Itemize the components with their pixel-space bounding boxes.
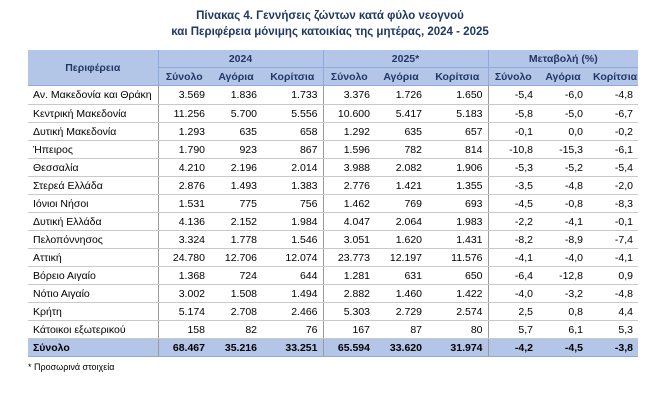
- value-cell: 1.422: [427, 285, 488, 303]
- value-cell: -4,5: [488, 195, 538, 213]
- value-cell: 2.082: [375, 159, 427, 177]
- value-cell: 1.790: [158, 141, 210, 159]
- region-cell: Δυτική Μακεδονία: [28, 123, 158, 141]
- value-cell: 0,8: [538, 303, 588, 321]
- value-cell: 631: [375, 267, 427, 285]
- value-cell: 4.136: [158, 213, 210, 231]
- value-cell: 693: [427, 195, 488, 213]
- value-cell: 10.600: [323, 105, 375, 123]
- value-cell: 1.726: [375, 86, 427, 105]
- value-cell: -5,4: [588, 159, 638, 177]
- total-row: [28, 339, 638, 357]
- births-table: [28, 50, 638, 357]
- value-cell: 82: [210, 321, 262, 339]
- value-cell: 1.383: [262, 177, 323, 195]
- value-cell: 31.974: [427, 339, 488, 357]
- value-cell: 867: [262, 141, 323, 159]
- value-cell: 1.596: [323, 141, 375, 159]
- value-cell: 1.431: [427, 231, 488, 249]
- sub-header: Αγόρια: [375, 68, 427, 86]
- value-cell: -3,8: [588, 339, 638, 357]
- table-row: [28, 141, 638, 159]
- value-cell: -5,3: [488, 159, 538, 177]
- value-cell: -2,2: [488, 213, 538, 231]
- value-cell: 11.256: [158, 105, 210, 123]
- value-cell: 1.650: [427, 86, 488, 105]
- value-cell: 65.594: [323, 339, 375, 357]
- value-cell: 87: [375, 321, 427, 339]
- value-cell: 1.508: [210, 285, 262, 303]
- value-cell: 3.569: [158, 86, 210, 105]
- value-cell: 2.014: [262, 159, 323, 177]
- value-cell: 2.882: [323, 285, 375, 303]
- value-cell: 5.183: [427, 105, 488, 123]
- value-cell: 4,4: [588, 303, 638, 321]
- value-cell: -0,2: [588, 123, 638, 141]
- value-cell: 76: [262, 321, 323, 339]
- header-group-row: [28, 50, 638, 68]
- region-cell: Κάτοικοι εξωτερικού: [28, 321, 158, 339]
- value-cell: 5,7: [488, 321, 538, 339]
- table-row: [28, 285, 638, 303]
- region-cell: Αττική: [28, 249, 158, 267]
- value-cell: 1.494: [262, 285, 323, 303]
- value-cell: 769: [375, 195, 427, 213]
- value-cell: 1.293: [158, 123, 210, 141]
- value-cell: 3.051: [323, 231, 375, 249]
- region-cell: Κρήτη: [28, 303, 158, 321]
- value-cell: 12.706: [210, 249, 262, 267]
- value-cell: 2.876: [158, 177, 210, 195]
- value-cell: -5,0: [538, 105, 588, 123]
- value-cell: 0,0: [538, 123, 588, 141]
- value-cell: -8,3: [588, 195, 638, 213]
- value-cell: 6,1: [538, 321, 588, 339]
- value-cell: -8,2: [488, 231, 538, 249]
- value-cell: 2.729: [375, 303, 427, 321]
- region-cell: Δυτική Ελλάδα: [28, 213, 158, 231]
- value-cell: 1.281: [323, 267, 375, 285]
- table-title: [0, 8, 660, 40]
- value-cell: -4,0: [488, 285, 538, 303]
- group-header-change: Μεταβολή (%): [488, 50, 638, 68]
- value-cell: 3.324: [158, 231, 210, 249]
- value-cell: 3.376: [323, 86, 375, 105]
- value-cell: -3,5: [488, 177, 538, 195]
- sub-header: Αγόρια: [210, 68, 262, 86]
- value-cell: -3,2: [538, 285, 588, 303]
- region-cell: Αν. Μακεδονία και Θράκη: [28, 86, 158, 105]
- value-cell: -15,3: [538, 141, 588, 159]
- sub-header: Κορίτσια: [427, 68, 488, 86]
- value-cell: 5.417: [375, 105, 427, 123]
- value-cell: 24.780: [158, 249, 210, 267]
- table-row: [28, 86, 638, 105]
- region-cell: Κεντρική Μακεδονία: [28, 105, 158, 123]
- value-cell: 2.064: [375, 213, 427, 231]
- value-cell: 2.708: [210, 303, 262, 321]
- value-cell: 5.700: [210, 105, 262, 123]
- value-cell: 782: [375, 141, 427, 159]
- value-cell: 1.546: [262, 231, 323, 249]
- value-cell: -4,8: [588, 285, 638, 303]
- value-cell: -4,1: [588, 249, 638, 267]
- value-cell: 1.836: [210, 86, 262, 105]
- value-cell: 68.467: [158, 339, 210, 357]
- region-cell: Βόρειο Αιγαίο: [28, 267, 158, 285]
- value-cell: -8,9: [538, 231, 588, 249]
- footnote: * Προσωρινά στοιχεία: [28, 362, 115, 372]
- sub-header: Σύνολο: [488, 68, 538, 86]
- value-cell: 5.303: [323, 303, 375, 321]
- table-row: [28, 231, 638, 249]
- value-cell: -7,4: [588, 231, 638, 249]
- table-row: [28, 177, 638, 195]
- value-cell: 2,5: [488, 303, 538, 321]
- value-cell: -4,5: [538, 339, 588, 357]
- value-cell: 33.620: [375, 339, 427, 357]
- value-cell: 1.292: [323, 123, 375, 141]
- table-row: [28, 249, 638, 267]
- sub-header: Σύνολο: [158, 68, 210, 86]
- region-cell: Ήπειρος: [28, 141, 158, 159]
- value-cell: -4,0: [538, 249, 588, 267]
- value-cell: 80: [427, 321, 488, 339]
- region-cell: Νότιο Αιγαίο: [28, 285, 158, 303]
- table-row: [28, 303, 638, 321]
- title-line-1: Πίνακας 4. Γεννήσεις ζώντων κατά φύλο νεογνού: [196, 10, 464, 22]
- sub-header: Κορίτσια: [262, 68, 323, 86]
- region-cell: Στερεά Ελλάδα: [28, 177, 158, 195]
- sub-header: Σύνολο: [323, 68, 375, 86]
- sub-header: Κορίτσια: [588, 68, 638, 86]
- value-cell: 1.620: [375, 231, 427, 249]
- region-cell: Ιόνιοι Νήσοι: [28, 195, 158, 213]
- table-row: [28, 105, 638, 123]
- group-header-2025: 2025*: [323, 50, 488, 68]
- table-header: [28, 50, 638, 86]
- value-cell: -4,8: [588, 86, 638, 105]
- value-cell: 12.197: [375, 249, 427, 267]
- value-cell: -0,1: [488, 123, 538, 141]
- table-row: [28, 267, 638, 285]
- region-cell: Σύνολο: [28, 339, 158, 357]
- value-cell: 814: [427, 141, 488, 159]
- value-cell: 923: [210, 141, 262, 159]
- value-cell: 3.988: [323, 159, 375, 177]
- value-cell: -4,1: [488, 249, 538, 267]
- value-cell: 2.574: [427, 303, 488, 321]
- sub-header: Αγόρια: [538, 68, 588, 86]
- value-cell: 724: [210, 267, 262, 285]
- table-row: [28, 321, 638, 339]
- value-cell: -12,8: [538, 267, 588, 285]
- value-cell: -0,8: [538, 195, 588, 213]
- value-cell: 2.466: [262, 303, 323, 321]
- region-cell: Θεσσαλία: [28, 159, 158, 177]
- region-cell: Πελοπόννησος: [28, 231, 158, 249]
- value-cell: 657: [427, 123, 488, 141]
- value-cell: 3.002: [158, 285, 210, 303]
- value-cell: 158: [158, 321, 210, 339]
- value-cell: -6,7: [588, 105, 638, 123]
- value-cell: 650: [427, 267, 488, 285]
- value-cell: -0,1: [588, 213, 638, 231]
- table-body: [28, 86, 638, 357]
- value-cell: 1.984: [262, 213, 323, 231]
- value-cell: 635: [375, 123, 427, 141]
- value-cell: -4,2: [488, 339, 538, 357]
- value-cell: 167: [323, 321, 375, 339]
- value-cell: 635: [210, 123, 262, 141]
- value-cell: -4,8: [538, 177, 588, 195]
- value-cell: 1.421: [375, 177, 427, 195]
- value-cell: 4.210: [158, 159, 210, 177]
- value-cell: 1.778: [210, 231, 262, 249]
- value-cell: 5,3: [588, 321, 638, 339]
- value-cell: 1.733: [262, 86, 323, 105]
- value-cell: -5,4: [488, 86, 538, 105]
- value-cell: -5,8: [488, 105, 538, 123]
- value-cell: 0,9: [588, 267, 638, 285]
- value-cell: 1.531: [158, 195, 210, 213]
- value-cell: -2,0: [588, 177, 638, 195]
- value-cell: -4,1: [538, 213, 588, 231]
- value-cell: -6,0: [538, 86, 588, 105]
- value-cell: 1.493: [210, 177, 262, 195]
- value-cell: 2.776: [323, 177, 375, 195]
- table-row: [28, 195, 638, 213]
- value-cell: 644: [262, 267, 323, 285]
- title-line-2: και Περιφέρεια μόνιμης κατοικίας της μητέρας, 2024 - 2025: [171, 26, 489, 38]
- table-row: [28, 159, 638, 177]
- value-cell: -5,2: [538, 159, 588, 177]
- region-header: Περιφέρεια: [28, 50, 158, 86]
- value-cell: 33.251: [262, 339, 323, 357]
- value-cell: 1.368: [158, 267, 210, 285]
- value-cell: 12.074: [262, 249, 323, 267]
- value-cell: 5.174: [158, 303, 210, 321]
- value-cell: -10,8: [488, 141, 538, 159]
- value-cell: 658: [262, 123, 323, 141]
- value-cell: 1.983: [427, 213, 488, 231]
- table-row: [28, 213, 638, 231]
- value-cell: 35.216: [210, 339, 262, 357]
- value-cell: 2.152: [210, 213, 262, 231]
- table-row: [28, 123, 638, 141]
- value-cell: 11.576: [427, 249, 488, 267]
- value-cell: 1.460: [375, 285, 427, 303]
- value-cell: 1.906: [427, 159, 488, 177]
- value-cell: 4.047: [323, 213, 375, 231]
- value-cell: 775: [210, 195, 262, 213]
- value-cell: 1.462: [323, 195, 375, 213]
- value-cell: -6,4: [488, 267, 538, 285]
- value-cell: -6,1: [588, 141, 638, 159]
- value-cell: 5.556: [262, 105, 323, 123]
- value-cell: 23.773: [323, 249, 375, 267]
- group-header-2024: 2024: [158, 50, 323, 68]
- value-cell: 1.355: [427, 177, 488, 195]
- value-cell: 756: [262, 195, 323, 213]
- value-cell: 2.196: [210, 159, 262, 177]
